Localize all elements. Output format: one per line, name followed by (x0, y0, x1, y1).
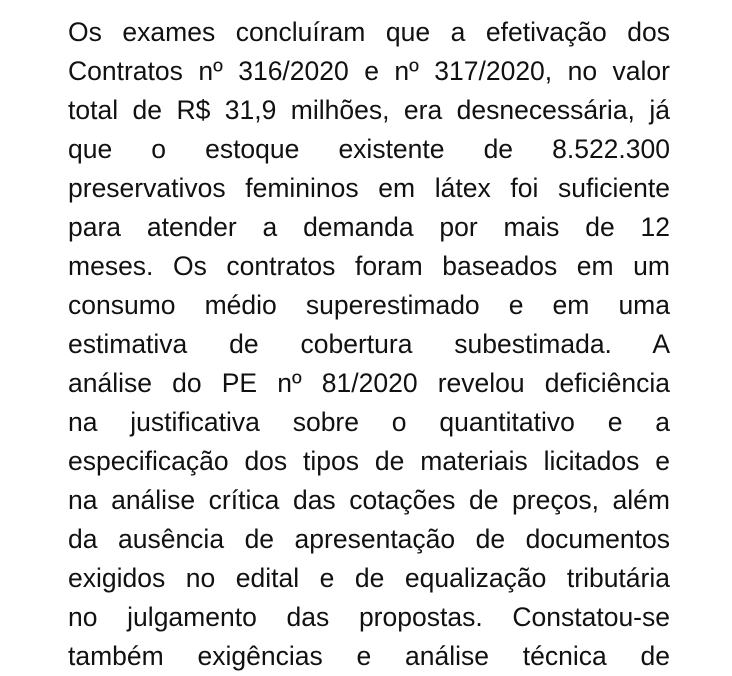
text-line: da ausência de apresentação de documentos (68, 524, 670, 554)
text-line: que o estoque existente de 8.522.300 (68, 134, 670, 164)
text-line: especificação dos tipos de materiais licitados e (68, 446, 670, 476)
text-line: Contratos nº 316/2020 e nº 317/2020, no valor (68, 56, 670, 86)
text-line: na justificativa sobre o quantitativo e a (68, 407, 670, 437)
text-line: para atender a demanda por mais de 12 (68, 212, 670, 242)
text-line: total de R$ 31,9 milhões, era desnecessária, já (68, 95, 670, 125)
text-line: análise do PE nº 81/2020 revelou deficiência (68, 368, 670, 398)
text-line-clipped: também exigências e análise técnica de (68, 641, 670, 671)
body-paragraph (68, 13, 670, 676)
text-line: na análise crítica das cotações de preços, além (68, 485, 670, 515)
text-line: exigidos no edital e de equalização tributária (68, 563, 670, 593)
text-line: estimativa de cobertura subestimada. A (68, 329, 670, 359)
text-line: preservativos femininos em látex foi suficiente (68, 173, 670, 203)
text-line: no julgamento das propostas. Constatou-se (68, 602, 670, 632)
text-line: meses. Os contratos foram baseados em um (68, 251, 670, 281)
text-line: consumo médio superestimado e em uma (68, 290, 670, 320)
text-line: Os exames concluíram que a efetivação dos (68, 17, 670, 47)
